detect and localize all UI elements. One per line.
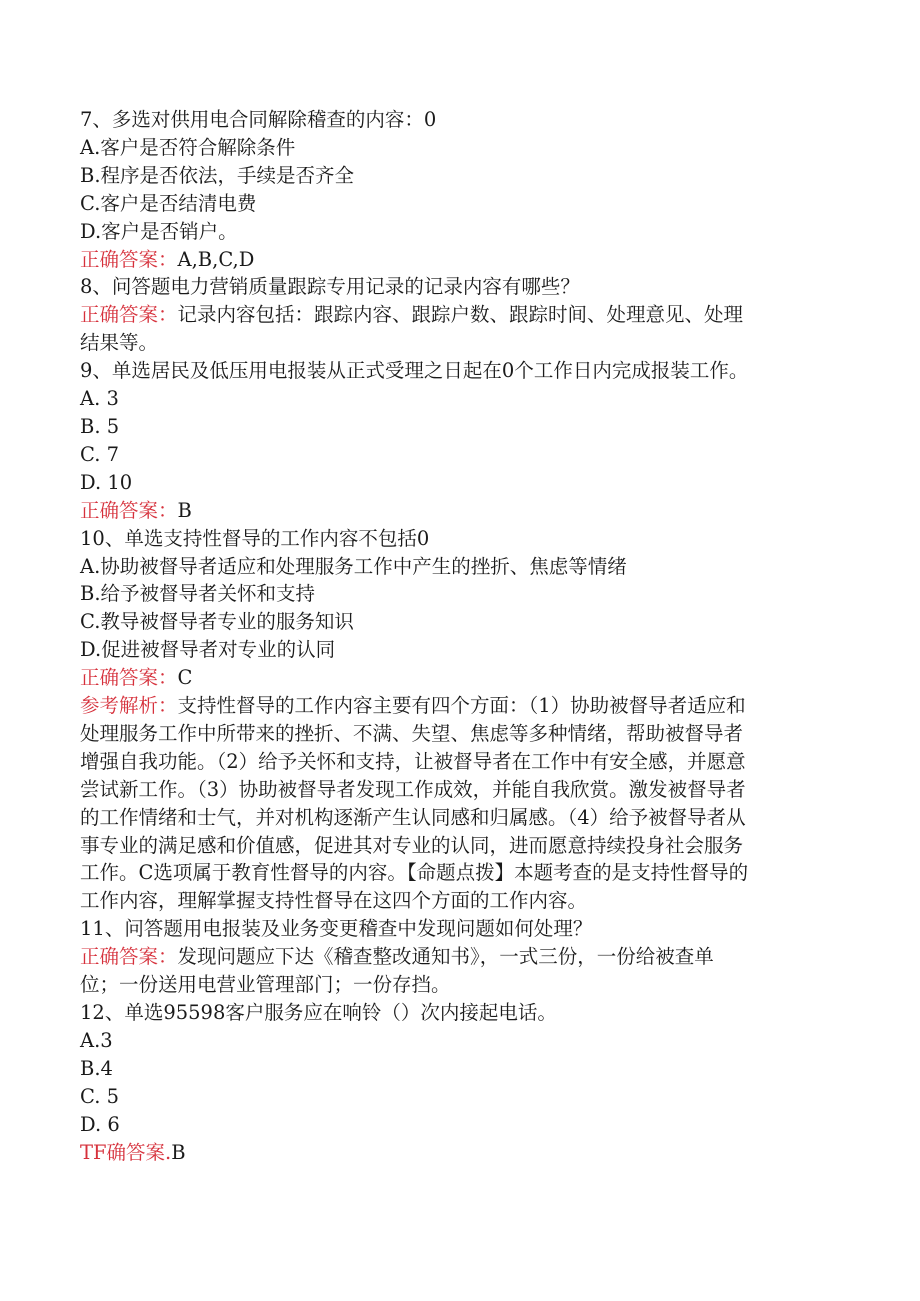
q9-answer-value: B [177, 498, 192, 522]
q12-answer-value: B [171, 1140, 186, 1164]
q10-option-c: C.教导被督导者专业的服务知识 [80, 610, 354, 634]
q10-analysis-text: 支持性督导的工作内容主要有四个方面：（1）协助被督导者适应和 [177, 694, 746, 718]
q10-analysis-text: 工作。C选项属于教育性督导的内容。【命题点拨】本题考查的是支持性督导的 [80, 861, 749, 885]
q10-analysis-text: 工作内容，理解掌握支持性督导在这四个方面的工作内容。 [80, 889, 588, 913]
q12-option-a: A.3 [80, 1028, 113, 1052]
document-page [80, 106, 840, 1166]
q11-question: 11、问答题用电报装及业务变更稽查中发现问题如何处理？ [80, 917, 593, 941]
q9-option-c: C. 7 [80, 442, 120, 466]
q11-answer-line1: 发现问题应下达《稽查整改通知书》，一式三份，一份给被查单 [177, 945, 714, 969]
q10-answer [80, 664, 840, 692]
q12-option-b: B.4 [80, 1056, 113, 1080]
q12-option-d: D. 6 [80, 1112, 120, 1136]
q10-analysis-text: 处理服务工作中所带来的挫折、不满、失望、焦虑等多种情绪，帮助被督导者 [80, 721, 744, 745]
q8-answer [80, 301, 840, 329]
q12-answer [80, 1139, 840, 1167]
q9-answer-label: 正确答案： [80, 498, 178, 522]
q10-analysis-text: 尝试新工作。（3）协助被督导者发现工作成效，并能自我欣赏。激发被督导者 [80, 777, 746, 801]
q8-question: 8、问答题电力营销质量跟踪专用记录的记录内容有哪些？ [80, 275, 580, 299]
q7-question: 7、多选对供用电合同解除稽查的内容：0 [80, 108, 437, 131]
q11-answer [80, 943, 840, 971]
q12-question: 12、单选95598客户服务应在响铃（）次内接起电话。 [80, 1001, 557, 1024]
q10-option-a: A.协助被督导者适应和处理服务工作中产生的挫折、焦虑等情绪 [80, 554, 627, 578]
q7-answer-label: 正确答案： [80, 247, 178, 271]
q10-analysis-label: 参考解析： [80, 694, 178, 718]
q9-option-a: A. 3 [80, 387, 119, 411]
q8-answer-line2: 结果等。 [80, 331, 159, 355]
q8-answer-label: 正确答案： [80, 303, 178, 327]
q11-answer-line2: 位；一份送用电营业管理部门；一份存挡。 [80, 973, 451, 997]
q9-question: 9、单选居民及低压用电报装从正式受理之日起在0个工作日内完成报装工作。 [80, 359, 749, 383]
q10-question: 10、单选支持性督导的工作内容不包括0 [80, 526, 430, 550]
q9-answer [80, 497, 840, 525]
q12-option-c: C. 5 [80, 1084, 120, 1108]
q10-analysis-text: 的工作情绪和士气，并对机构逐渐产生认同感和归属感。（4）给予被督导者从 [80, 805, 746, 829]
q10-option-b: B.给予被督导者关怀和支持 [80, 582, 316, 606]
q10-analysis-text: 事专业的满足感和价值感，促进其对专业的认同，进而愿意持续投身社会服务 [80, 833, 744, 857]
q7-option-d: D.客户是否销户。 [80, 219, 238, 243]
q10-answer-value: C [177, 666, 193, 690]
q12-answer-label: TF确答案. [80, 1140, 172, 1164]
q8-answer-line1: 记录内容包括：跟踪内容、跟踪户数、跟踪时间、处理意见、处理 [177, 303, 744, 327]
q10-analysis-line [80, 692, 840, 720]
q10-option-d: D.促进被督导者对专业的认同 [80, 638, 336, 662]
q7-answer-value: A,B,C,D [177, 247, 255, 271]
q10-answer-label: 正确答案： [80, 666, 178, 690]
q7-option-c: C.客户是否结清电费 [80, 191, 257, 215]
q10-analysis-text: 增强自我功能。（2）给予关怀和支持，让被督导者在工作中有安全感，并愿意 [80, 749, 746, 773]
q7-answer [80, 246, 840, 274]
q11-answer-label: 正确答案： [80, 945, 178, 969]
q7-option-b: B.程序是否依法，手续是否齐全 [80, 163, 355, 187]
q7-option-a: A.客户是否符合解除条件 [80, 135, 296, 159]
q9-option-b: B. 5 [80, 414, 120, 438]
q9-option-d: D. 10 [80, 470, 133, 494]
